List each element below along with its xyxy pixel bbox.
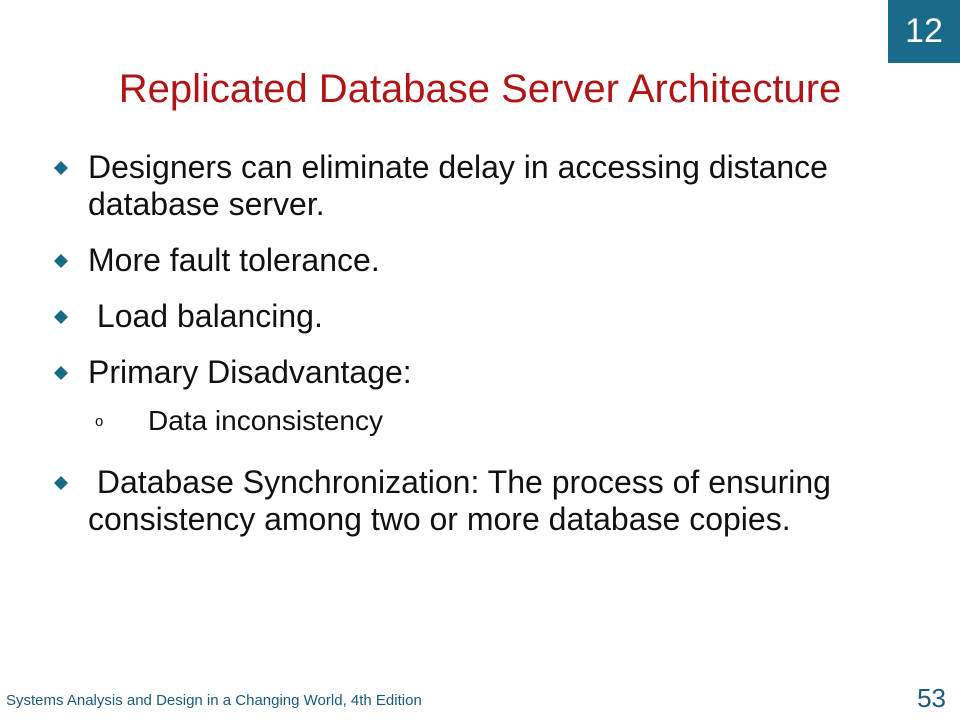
chapter-number-badge (888, 0, 960, 63)
bullet-item (40, 298, 840, 335)
circle-bullet-icon: o (95, 413, 104, 430)
diamond-bullet-icon (54, 254, 68, 268)
bullet-text: More fault tolerance. (88, 242, 380, 278)
bullet-item (40, 464, 840, 538)
chapter-number: 12 (905, 12, 943, 50)
bullet-item (40, 242, 840, 279)
sub-bullet-text: Data inconsistency (148, 405, 384, 436)
diamond-bullet-icon (54, 310, 68, 324)
bullet-text: Database Synchronization: The process of ensuring consistency among two or more database copies. (88, 464, 840, 537)
diamond-bullet-icon (54, 366, 68, 380)
bullet-text: Load balancing. (88, 298, 323, 334)
diamond-bullet-icon (54, 476, 68, 490)
diamond-bullet-icon (54, 161, 68, 175)
slide-title: Replicated Database Server Architecture (118, 67, 842, 111)
bullet-text: Designers can eliminate delay in accessing distance database server. (88, 149, 837, 222)
footer-book-title: Systems Analysis and Design in a Changing World, 4th Edition (6, 692, 422, 709)
bullet-list (40, 149, 840, 557)
bullet-text: Primary Disadvantage: (88, 354, 412, 390)
bullet-item (40, 149, 840, 223)
bullet-item (40, 354, 840, 391)
sub-bullet-item (40, 404, 840, 438)
page-number: 53 (917, 683, 946, 713)
